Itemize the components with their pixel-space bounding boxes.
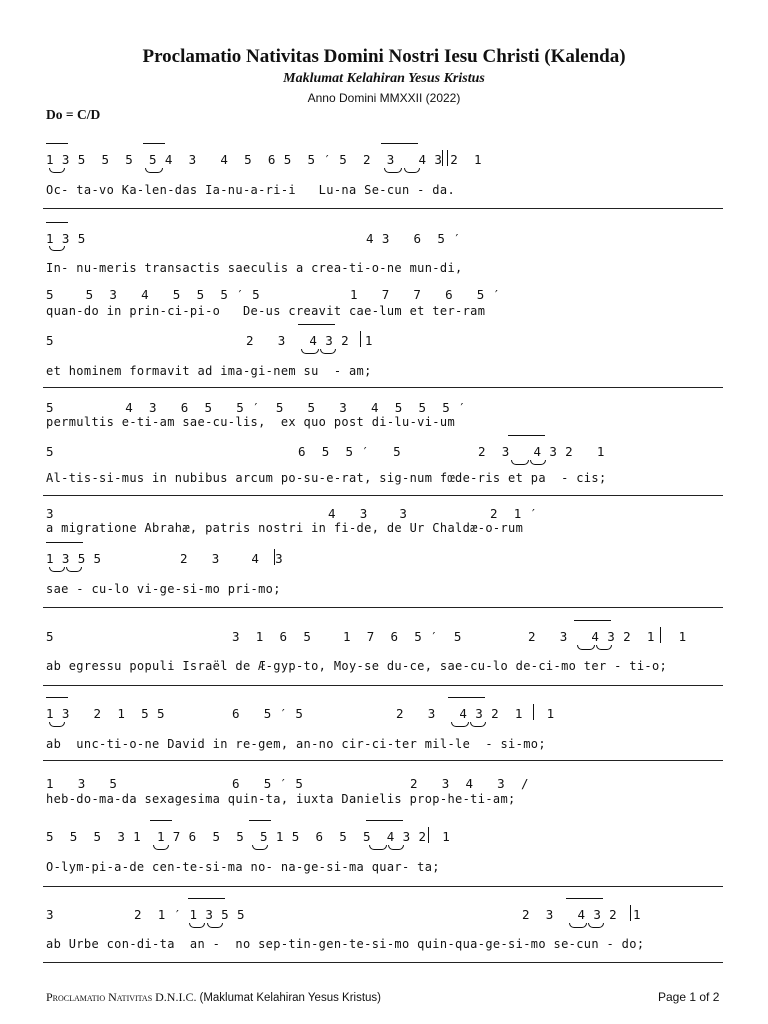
- lyric-line: ab Urbe con-di-ta an - no sep-tin-gen-te-si-mo quin-qua-ge-si-mo se-cun - do;: [46, 937, 645, 951]
- divider: [43, 886, 723, 887]
- slur-mark: [49, 722, 65, 727]
- slur-mark: [66, 567, 82, 572]
- beam-mark: [448, 697, 485, 698]
- notation-line: 5 5 5 3 1 1 7 6 5 5 5 1 5 6 5 5 4 3 2 1: [46, 829, 451, 844]
- lyric-line: permultis e-ti-am sae-cu-lis, ex quo post di-lu-vi-um: [46, 415, 456, 429]
- slur-mark: [470, 722, 486, 727]
- beam-mark: [46, 697, 68, 698]
- notation-line: 4 3 3: [328, 506, 408, 521]
- notation-line: 2 1 ′: [490, 506, 538, 521]
- notation-line: 6 5 ′ 5: [232, 706, 304, 721]
- lyric-line: In- nu-meris transactis saeculis a crea-ti-o-ne mun-di,: [46, 261, 463, 275]
- notation-line: 3: [46, 506, 54, 521]
- notation-line: 5: [46, 629, 54, 644]
- slur-mark: [49, 567, 65, 572]
- lyric-line: heb-do-ma-da sexagesima quin-ta, iuxta Danielis prop-he-ti-am;: [46, 792, 516, 806]
- key-signature: Do = C/D: [46, 107, 101, 122]
- divider: [43, 685, 723, 686]
- lyric-line: O-lym-pi-a-de cen-te-si-ma no- na-ge-si-ma quar- ta;: [46, 860, 440, 874]
- beam-mark: [249, 820, 271, 821]
- page-title: Proclamatio Nativitas Domini Nostri Iesu Christi (Kalenda): [142, 46, 626, 67]
- lyric-line: Oc- ta-vo Ka-len-das Ia-nu-a-ri-i Lu-na Se-cun - da.: [46, 183, 456, 197]
- notation-line: 4 3 6 5 ′: [366, 231, 462, 246]
- beam-mark: [143, 143, 165, 144]
- slur-mark: [320, 349, 336, 354]
- slur-mark: [145, 168, 163, 173]
- page-subtitle: Maklumat Kelahiran Yesus Kristus: [283, 71, 485, 86]
- slur-mark: [404, 168, 420, 173]
- notation-line: 5 4 3 6 5 5 ′ 5 5 3 4 5 5 5 ′: [46, 400, 467, 415]
- slur-mark: [49, 168, 65, 173]
- slur-mark: [49, 246, 65, 251]
- notation-line: 2 3 4 3: [180, 551, 284, 566]
- bar-line: [274, 549, 275, 565]
- notation-line: 2 3 4 3 /: [410, 776, 529, 791]
- slur-mark: [153, 845, 169, 850]
- lyric-line: et hominem formavit ad ima-gi-nem su - am;: [46, 364, 372, 378]
- page-number: Page 1 of 2: [658, 990, 720, 1004]
- slur-mark: [207, 923, 223, 928]
- slur-mark: [301, 349, 319, 354]
- beam-mark: [574, 620, 611, 621]
- slur-mark: [588, 923, 604, 928]
- notation-line: 3 1 6 5 1 7 6 5 ′ 5: [232, 629, 462, 644]
- bar-line: [630, 905, 631, 921]
- beam-mark: [298, 324, 335, 325]
- divider: [43, 962, 723, 963]
- bar-line: [442, 150, 443, 166]
- slur-mark: [451, 722, 469, 727]
- divider: [43, 495, 723, 496]
- notation-line: 2 3 4 3 2 1: [246, 333, 373, 348]
- lyric-line: quan-do in prin-ci-pi-o De-us creavit cae-lum et ter-ram: [46, 304, 486, 318]
- footer-title: [46, 990, 381, 1005]
- slur-mark: [189, 923, 205, 928]
- notation-line: 6 5 ′ 5: [232, 776, 304, 791]
- lyric-line: ab egressu populi Israël de Æ-gyp-to, Moy-se du-ce, sae-cu-lo de-ci-mo ter - ti-o;: [46, 659, 668, 673]
- notation-line: 2 3 4 3 2 1 1: [528, 629, 687, 644]
- notation-line: 1 3 5: [46, 231, 86, 246]
- beam-mark: [188, 898, 225, 899]
- notation-line: 6 5 5 ′ 5: [298, 444, 402, 459]
- footer-subtitle-text: (Maklumat Kelahiran Yesus Kristus): [199, 992, 382, 1004]
- beam-mark: [150, 820, 172, 821]
- lyric-line: ab unc-ti-o-ne David in re-gem, an-no cir-ci-ter mil-le - si-mo;: [46, 737, 546, 751]
- beam-mark: [46, 542, 83, 543]
- slur-mark: [252, 845, 268, 850]
- divider: [43, 387, 723, 388]
- bar-line: [428, 827, 429, 843]
- notation-line: 2 3 4 3 2 1: [522, 907, 641, 922]
- notation-line: 5: [46, 444, 54, 459]
- divider: [43, 760, 723, 761]
- slur-mark: [511, 460, 529, 465]
- slur-mark: [577, 645, 595, 650]
- beam-mark: [46, 222, 68, 223]
- notation-line: 2 1 ′ 1 3 5 5: [134, 907, 245, 922]
- notation-line: 2 3 4 3 2 1 1: [396, 706, 555, 721]
- notation-line: 2 3 4 3 2 1: [478, 444, 605, 459]
- bar-line: [660, 627, 661, 643]
- year-label: Anno Domini MMXXII (2022): [307, 91, 461, 105]
- beam-mark: [46, 143, 68, 144]
- notation-line: 3: [46, 907, 54, 922]
- beam-mark: [381, 143, 418, 144]
- slur-mark: [569, 923, 587, 928]
- footer-title-text: Proclamatio Nativitas D.N.I.C.: [46, 990, 197, 1004]
- notation-line: 5: [46, 333, 54, 348]
- notation-line: 1 3 5 5: [46, 551, 102, 566]
- notation-line: 1 7 7 6 5 ′: [350, 287, 501, 302]
- bar-line: [360, 331, 361, 347]
- lyric-line: Al-tis-si-mus in nubibus arcum po-su-e-rat, sig-num fœde-ris et pa - cis;: [46, 471, 607, 485]
- slur-mark: [596, 645, 612, 650]
- beam-mark: [508, 435, 545, 436]
- beam-mark: [366, 820, 403, 821]
- lyric-line: sae - cu-lo vi-ge-si-mo pri-mo;: [46, 582, 281, 596]
- bar-line: [533, 704, 534, 720]
- bar-line: [447, 150, 448, 166]
- lyric-line: a migratione Abrahæ, patris nostri in fi-de, de Ur Chaldæ-o-rum: [46, 521, 524, 535]
- slur-mark: [369, 845, 387, 850]
- slur-mark: [388, 845, 404, 850]
- divider: [43, 607, 723, 608]
- notation-line: 1 3 5: [46, 776, 118, 791]
- beam-mark: [566, 898, 603, 899]
- slur-mark: [530, 460, 546, 465]
- notation-line: 1 3 2 1 5 5: [46, 706, 165, 721]
- divider: [43, 208, 723, 209]
- notation-line: 5 5 3 4 5 5 5 ′ 5: [46, 287, 260, 302]
- slur-mark: [384, 168, 402, 173]
- notation-line: 1 3 5 5 5 5 4 3 4 5 6 5 5 ′ 5 2 3 4 3 2 1: [46, 152, 482, 167]
